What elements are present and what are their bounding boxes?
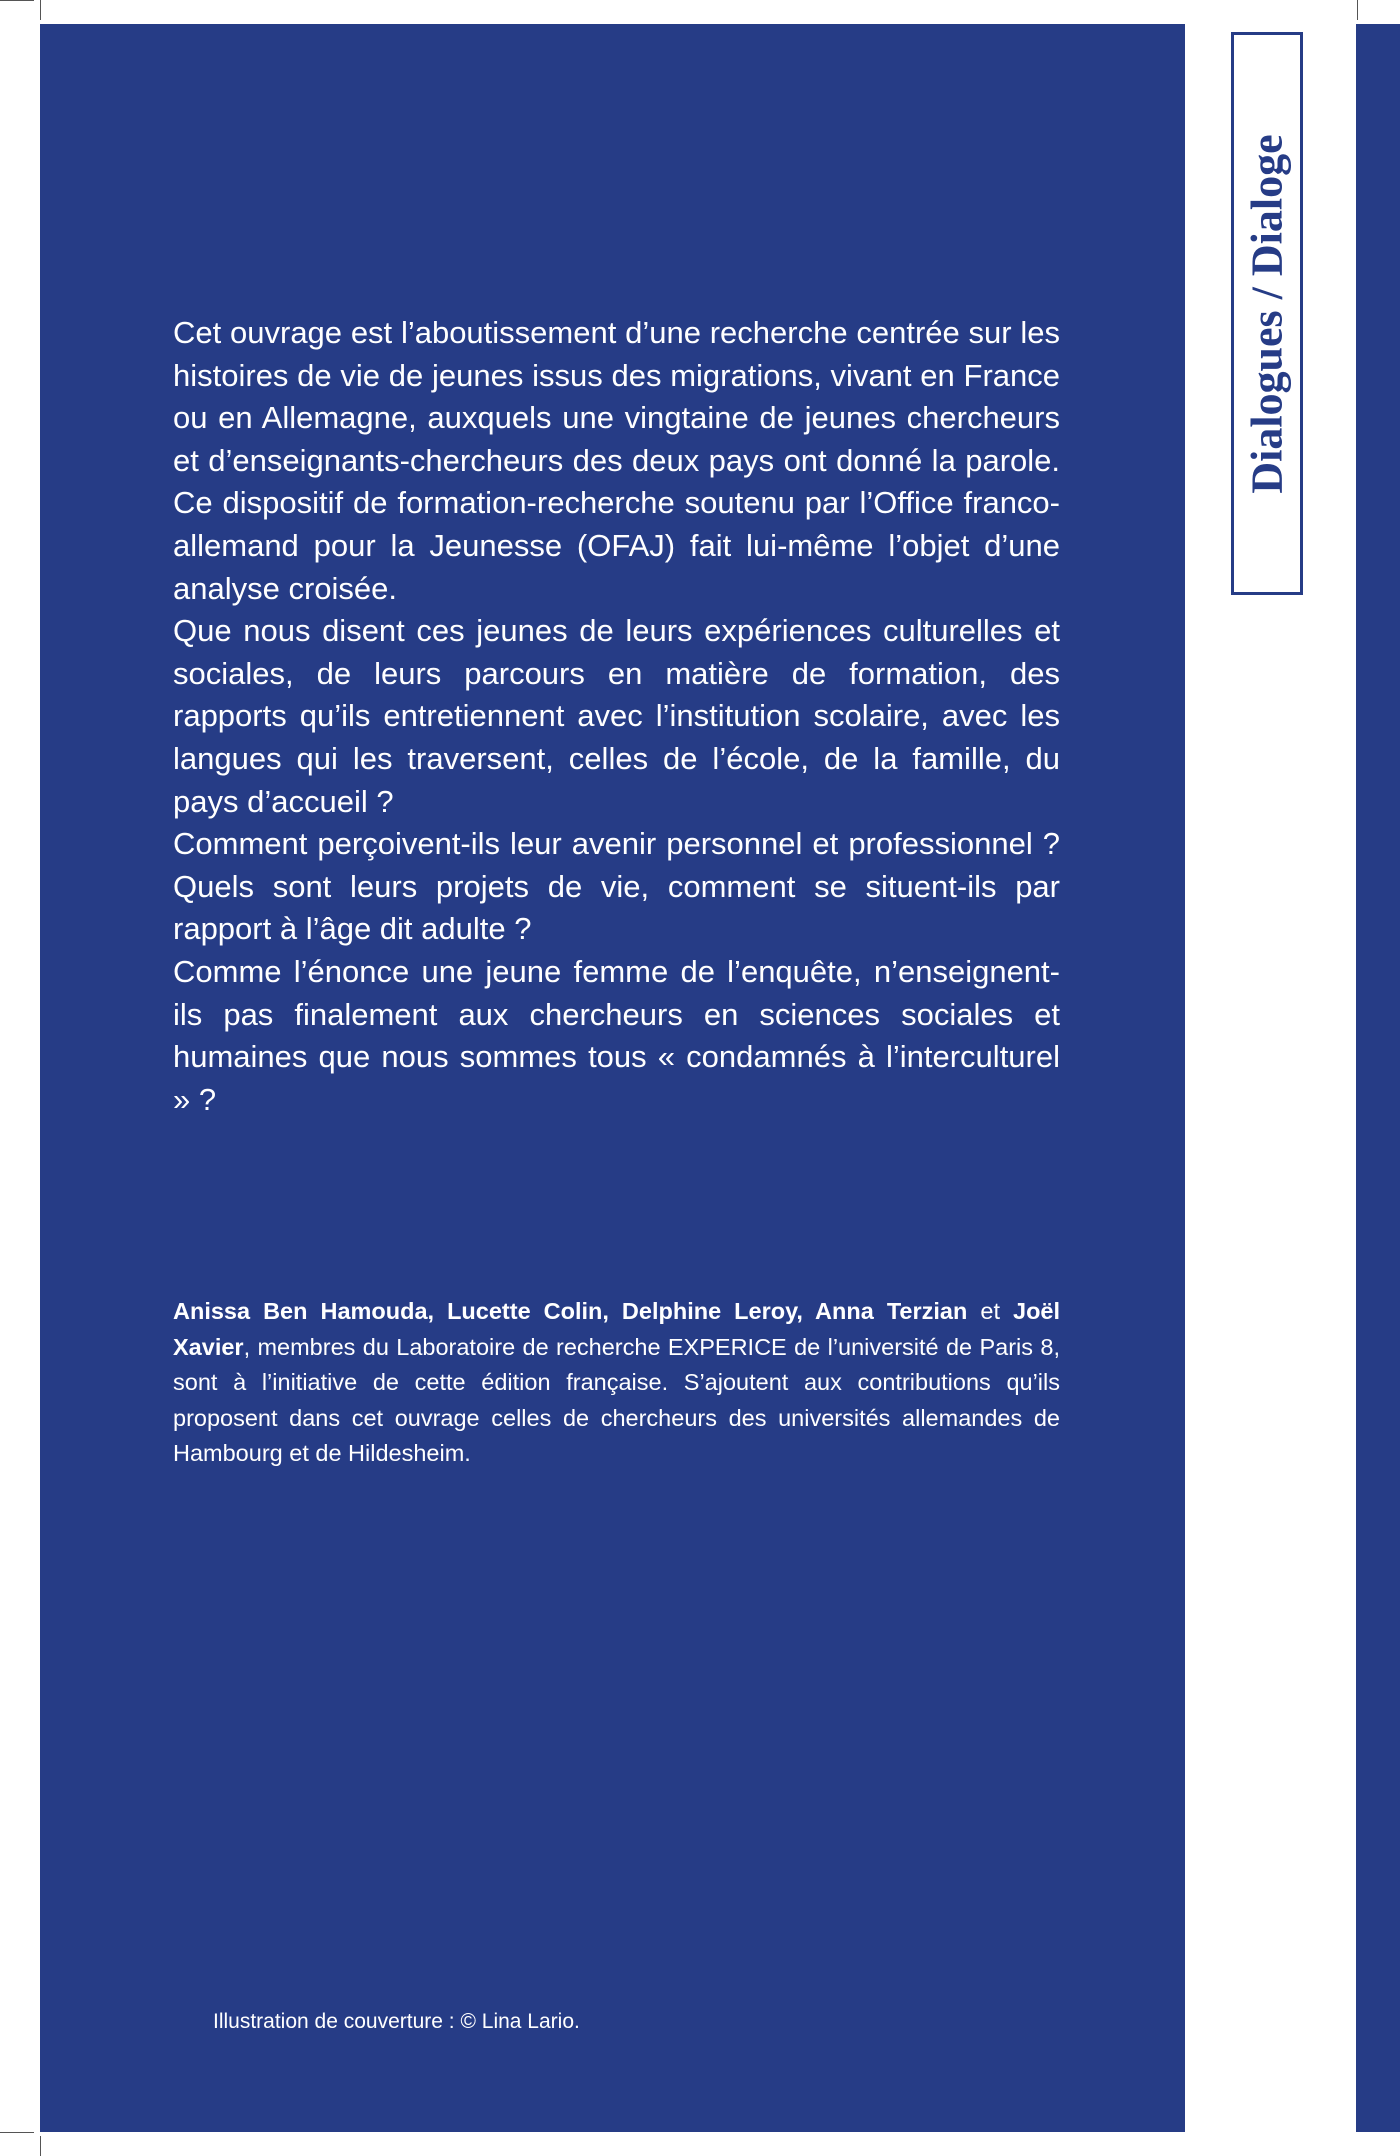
crop-mark xyxy=(40,2136,41,2156)
illustration-credit: Illustration de couverture : © Lina Lario. xyxy=(213,2010,580,2033)
blurb-paragraph: Comme l’énonce une jeune femme de l’enquête, n’enseignent-ils pas finalement aux chercheurs en sciences sociales et humaines que nous sommes tous « condamnés à l’interculturel » ? xyxy=(173,953,1060,1117)
authors-note xyxy=(173,1294,1060,1472)
authors-description: , membres du Laboratoire de recherche EXPERICE de l’université de Paris 8, sont à l’initiative de cette édition française. S’ajoutent aux contributions qu’ils proposent dans cet ouvrage celles de chercheurs des universités allemandes de Hambourg et de Hildesheim. xyxy=(173,1333,1060,1467)
blurb-text xyxy=(173,312,1060,1121)
series-title: Dialogues / Dialoge xyxy=(1242,133,1292,494)
crop-mark xyxy=(0,0,34,1)
authors-connector: et xyxy=(980,1298,1000,1324)
blurb-paragraph: Comment perçoivent-ils leur avenir personnel et professionnel ? Quels sont leurs projets de vie, comment se situent-ils par rapport à l’âge dit adulte ? xyxy=(173,826,1060,947)
spine-strip xyxy=(1356,24,1400,2132)
author-name-last: Joël Xavier xyxy=(173,1298,1061,1360)
crop-mark xyxy=(40,0,41,20)
crop-mark xyxy=(0,2132,34,2133)
crop-mark xyxy=(1357,0,1358,20)
blurb-paragraph: Cet ouvrage est l’aboutissement d’une recherche centrée sur les histoires de vie de jeunes issus des migrations, vivant en France ou en Allemagne, auxquels une vingtaine de jeunes chercheurs et d’enseignants-chercheurs des deux pays ont donné la parole. Ce dispositif de formation-recherche soutenu par l’Office franco-allemand pour la Jeunesse (OFAJ) fait lui-même l’objet d’une analyse croisée. xyxy=(173,315,1060,606)
author-names: Anissa Ben Hamouda, Lucette Colin, Delphine Leroy, Anna Terzian xyxy=(173,1298,968,1324)
series-label-box xyxy=(1231,32,1303,595)
blurb-paragraph: Que nous disent ces jeunes de leurs expériences culturelles et sociales, de leurs parcours en matière de formation, des rapports qu’ils entretiennent avec l’institution scolaire, avec les langues qui les traversent, celles de l’école, de la famille, du pays d’accueil ? xyxy=(173,613,1060,819)
